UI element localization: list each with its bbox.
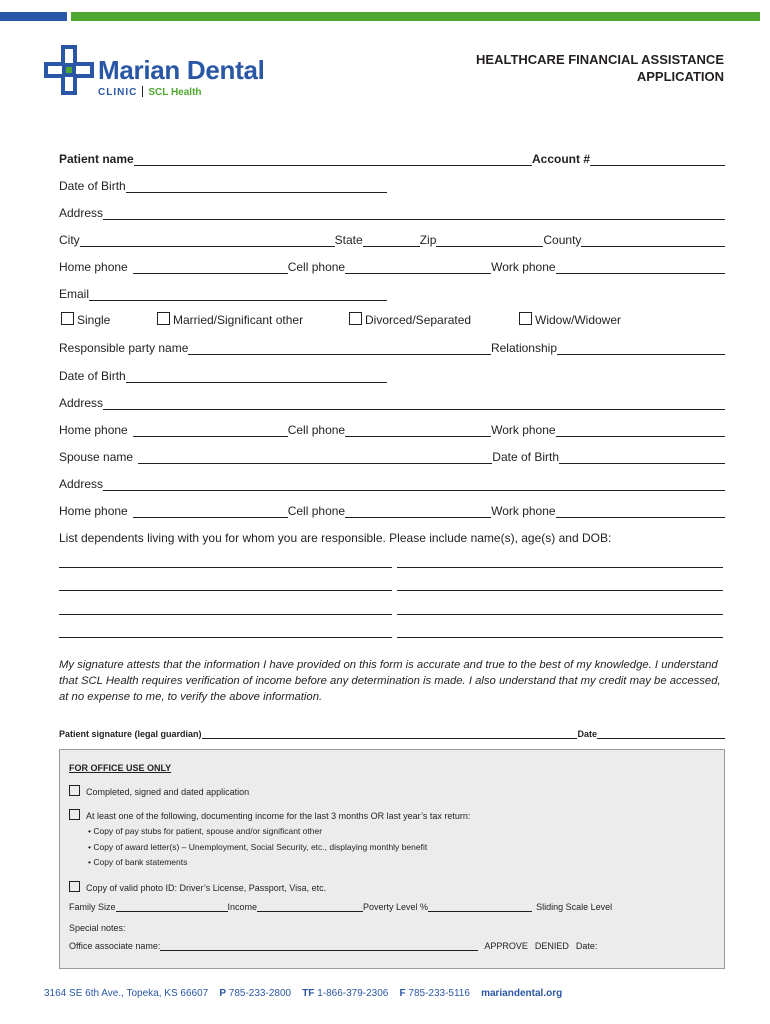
header-bar-blue <box>0 12 67 21</box>
spouse-cell-field[interactable] <box>345 505 491 518</box>
account-label: Account # <box>531 152 590 166</box>
widow-checkbox[interactable] <box>519 312 532 325</box>
footer-phone[interactable]: 785-233-2800 <box>228 988 292 999</box>
brand-clinic: CLINIC <box>98 87 138 98</box>
responsible-home-field[interactable] <box>133 424 288 437</box>
signature-date-field[interactable] <box>597 726 725 739</box>
state-field[interactable] <box>363 234 420 247</box>
family-size-field[interactable] <box>116 901 228 912</box>
patient-name-row <box>59 150 725 166</box>
single-checkbox[interactable] <box>61 312 74 325</box>
signature-field[interactable] <box>202 726 578 739</box>
marital-single[interactable] <box>61 312 110 327</box>
patient-dob-field[interactable] <box>126 180 387 193</box>
cell-phone-label: Cell phone <box>287 260 346 274</box>
responsible-dob-row <box>59 367 387 383</box>
home-phone-label: Home phone <box>59 260 128 274</box>
responsible-cell-label: Cell phone <box>287 423 346 437</box>
footer-website-link[interactable]: mariandental.org <box>481 988 563 999</box>
income-docs-checkbox[interactable] <box>69 809 80 820</box>
photo-id-checkbox[interactable] <box>69 881 80 892</box>
patient-address-field[interactable] <box>103 207 725 220</box>
cross-logo-icon <box>44 45 94 95</box>
family-size-label: Family Size <box>69 902 116 912</box>
responsible-name-label: Responsible party name <box>59 341 189 355</box>
responsible-dob-field[interactable] <box>126 370 387 383</box>
office-income-row <box>69 899 715 912</box>
work-phone-label: Work phone <box>491 260 556 274</box>
office-item-completed <box>69 785 249 797</box>
special-notes-row <box>69 920 715 933</box>
spouse-work-field[interactable] <box>556 505 725 518</box>
relationship-label: Relationship <box>490 341 557 355</box>
poverty-field[interactable] <box>428 901 532 912</box>
patient-name-label: Patient name <box>59 152 134 166</box>
married-label: Married/Significant other <box>173 313 304 327</box>
form-title-line2: APPLICATION <box>636 69 724 84</box>
completed-label: Completed, signed and dated application <box>86 787 250 797</box>
associate-field[interactable] <box>160 940 478 951</box>
photo-id-label: Copy of valid photo ID: Driver’s License, Passport, Visa, etc. <box>86 883 327 893</box>
brand-subline <box>98 86 202 98</box>
patient-address-row <box>59 204 725 220</box>
patient-address-label: Address <box>59 206 104 220</box>
city-label: City <box>59 233 80 247</box>
patient-email-row <box>59 285 387 301</box>
income-docs-label: At least one of the following, documenting income for the last 3 months OR last year’s tax return: <box>86 811 471 821</box>
single-label: Single <box>77 313 111 327</box>
spouse-name-field[interactable] <box>138 451 492 464</box>
footer-phone-label: P <box>219 988 227 999</box>
spouse-home-label: Home phone <box>59 504 128 518</box>
spouse-address-label: Address <box>59 477 104 491</box>
brand-health: SCL Health <box>148 87 202 98</box>
divorced-label: Divorced/Separated <box>365 313 472 327</box>
zip-field[interactable] <box>436 234 543 247</box>
signature-date-label: Date <box>577 729 597 739</box>
spouse-row <box>59 448 725 464</box>
cell-phone-field[interactable] <box>345 261 491 274</box>
dependent-line[interactable] <box>59 590 392 591</box>
footer-tollfree-label: TF <box>302 988 315 999</box>
responsible-name-field[interactable] <box>188 342 491 355</box>
dependent-line[interactable] <box>397 637 723 638</box>
poverty-label: Poverty Level % <box>363 902 429 912</box>
patient-city-row <box>59 231 725 247</box>
spouse-dob-label: Date of Birth <box>492 450 559 464</box>
income-bullet: • Copy of award letter(s) – Unemployment, Social Security, etc., displaying monthly benefit <box>88 842 428 852</box>
special-notes-label: Special notes: <box>69 923 126 933</box>
office-heading: FOR OFFICE USE ONLY <box>69 763 172 773</box>
dependent-line[interactable] <box>59 637 392 638</box>
denied-option[interactable]: DENIED <box>534 941 569 951</box>
responsible-home-label: Home phone <box>59 423 128 437</box>
responsible-work-label: Work phone <box>491 423 556 437</box>
patient-dob-row <box>59 177 387 193</box>
header-bar-green <box>71 12 760 21</box>
home-phone-field[interactable] <box>133 261 288 274</box>
signature-row <box>59 723 725 739</box>
spouse-cell-label: Cell phone <box>287 504 346 518</box>
income-bullet: • Copy of bank statements <box>88 857 188 867</box>
footer <box>44 988 562 999</box>
marital-divorced[interactable] <box>349 312 471 327</box>
attestation-text: My signature attests that the information I have provided on this form is accurate and true to the best of my knowledge. I understand that SCL Health requires verification of income before any determination is made. I also understand that my credit may be accessed, at no expense to me, to verify the above information. <box>59 659 721 703</box>
responsible-cell-field[interactable] <box>345 424 491 437</box>
spouse-dob-field[interactable] <box>559 451 725 464</box>
office-date-label: Date: <box>575 941 598 951</box>
responsible-row <box>59 339 725 355</box>
widow-label: Widow/Widower <box>535 313 622 327</box>
email-label: Email <box>59 287 90 301</box>
associate-label: Office associate name: <box>69 941 161 951</box>
office-use-panel <box>59 749 725 969</box>
responsible-phone-row <box>59 421 725 437</box>
spouse-home-field[interactable] <box>133 505 288 518</box>
marital-widow[interactable] <box>519 312 621 327</box>
footer-fax: 785-233-5116 <box>408 988 470 999</box>
responsible-address-field[interactable] <box>103 397 725 410</box>
income-field[interactable] <box>257 901 363 912</box>
divorced-checkbox[interactable] <box>349 312 362 325</box>
brand-name: Marian Dental <box>98 55 265 85</box>
responsible-address-label: Address <box>59 396 104 410</box>
county-field[interactable] <box>581 234 725 247</box>
associate-row <box>69 938 715 951</box>
marital-married[interactable] <box>157 312 303 327</box>
approve-option[interactable]: APPROVE <box>484 941 528 951</box>
patient-phone-row <box>59 258 725 274</box>
dependent-line[interactable] <box>397 567 723 568</box>
patient-name-field[interactable] <box>134 153 532 166</box>
responsible-work-field[interactable] <box>556 424 725 437</box>
income-bullet: • Copy of pay stubs for patient, spouse and/or significant other <box>88 826 323 836</box>
sliding-scale-label: Sliding Scale Level <box>536 902 613 912</box>
responsible-dob-label: Date of Birth <box>59 369 126 383</box>
spouse-address-row <box>59 475 725 491</box>
dependent-line[interactable] <box>397 614 723 615</box>
office-item-income <box>69 809 470 821</box>
patient-dob-label: Date of Birth <box>59 179 126 193</box>
footer-address: 3164 SE 6th Ave., Topeka, KS 66607 <box>44 988 209 999</box>
work-phone-field[interactable] <box>556 261 725 274</box>
income-label: Income <box>227 902 258 912</box>
dependent-line[interactable] <box>397 590 723 591</box>
dependent-line[interactable] <box>59 567 392 568</box>
spouse-name-label: Spouse name <box>59 450 134 464</box>
office-item-photo-id <box>69 881 326 893</box>
spouse-address-field[interactable] <box>103 478 725 491</box>
dependents-prompt: List dependents living with you for whom you are responsible. Please include name(s), age(s) and DOB: <box>59 531 612 545</box>
email-field[interactable] <box>89 288 387 301</box>
relationship-field[interactable] <box>557 342 725 355</box>
account-field[interactable] <box>590 153 725 166</box>
form-title-line1: HEALTHCARE FINANCIAL ASSISTANCE <box>476 52 724 67</box>
form-title <box>476 51 724 85</box>
signature-label: Patient signature (legal guardian) <box>59 729 202 739</box>
county-label: County <box>543 233 582 247</box>
zip-label: Zip <box>419 233 437 247</box>
footer-fax-label: F <box>399 988 406 999</box>
spouse-phone-row <box>59 502 725 518</box>
state-label: State <box>334 233 363 247</box>
spouse-work-label: Work phone <box>491 504 556 518</box>
married-checkbox[interactable] <box>157 312 170 325</box>
responsible-address-row <box>59 394 725 410</box>
dependent-line[interactable] <box>59 614 392 615</box>
city-field[interactable] <box>80 234 335 247</box>
completed-checkbox[interactable] <box>69 785 80 796</box>
footer-tollfree[interactable]: 1-866-379-2306 <box>317 988 389 999</box>
